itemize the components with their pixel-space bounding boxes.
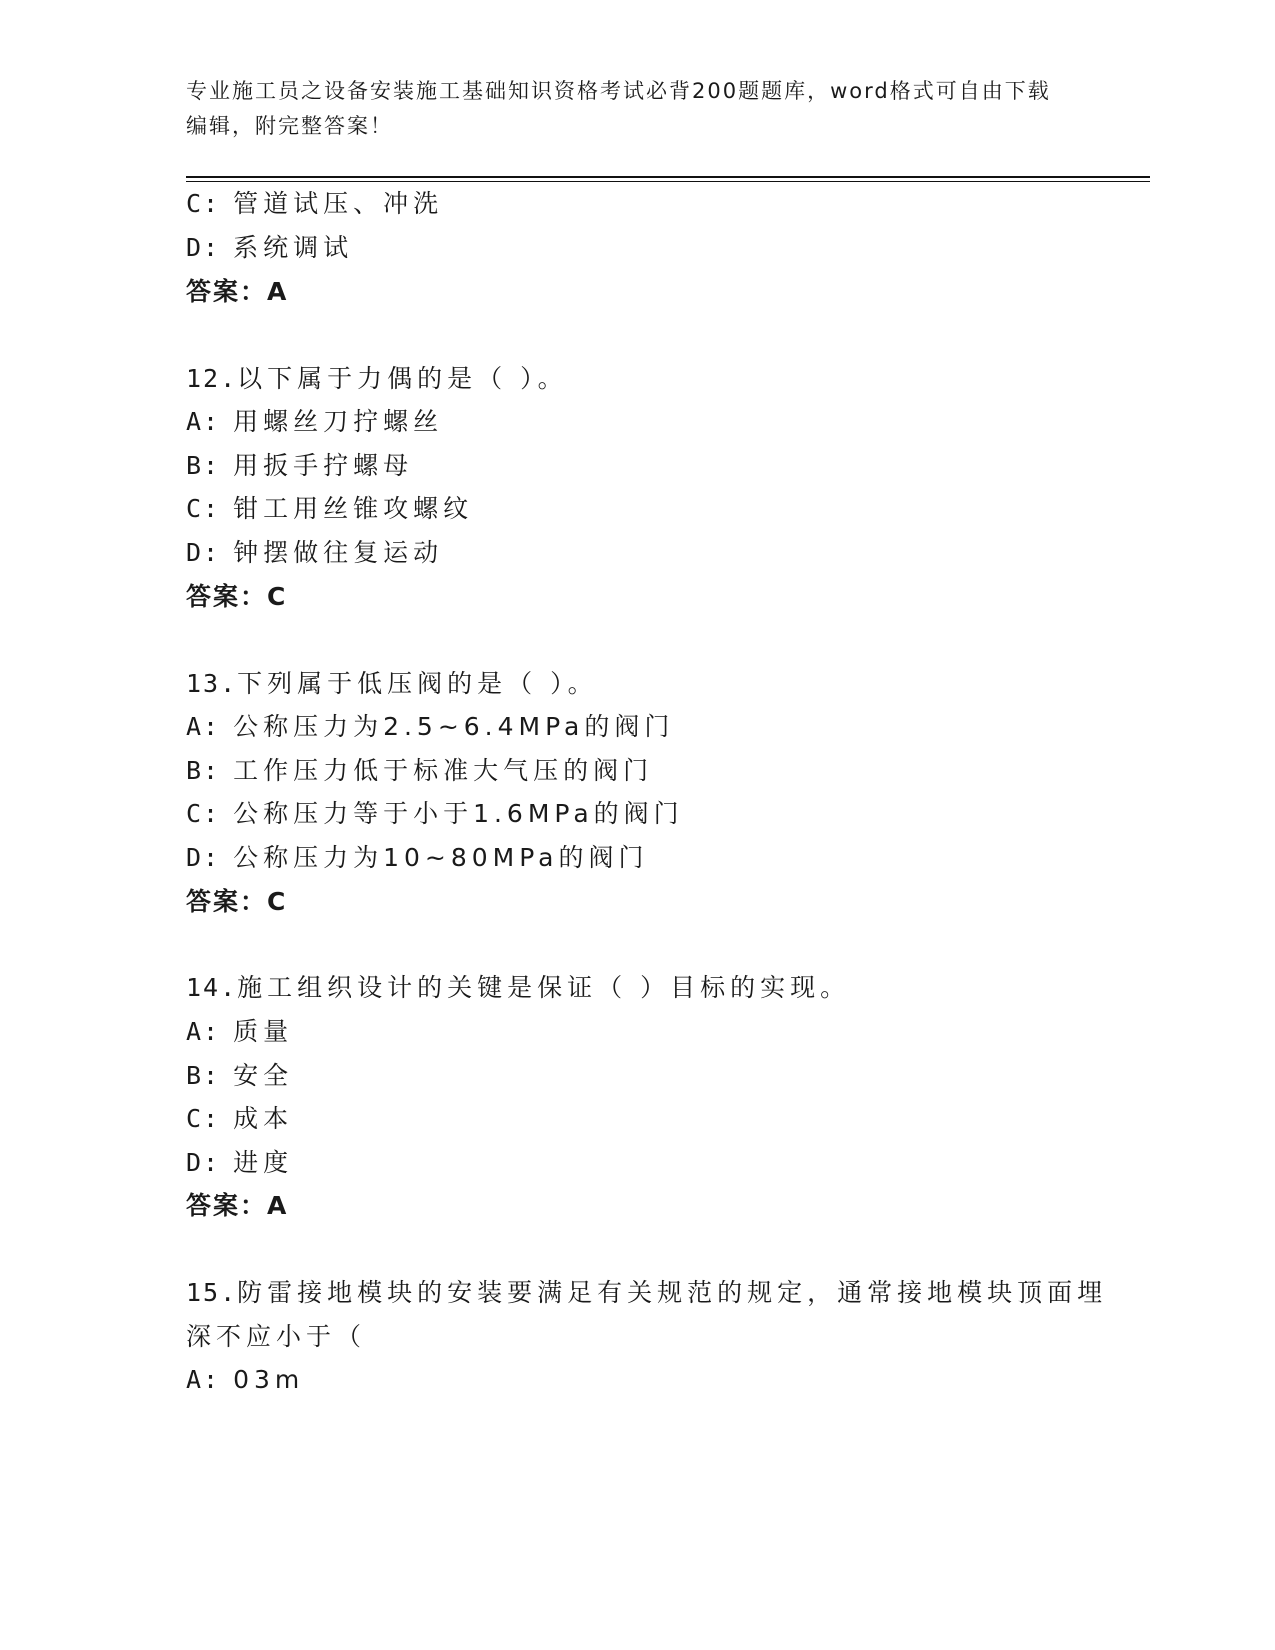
q12-option-d: D: 钟摆做往复运动 xyxy=(186,538,444,567)
q12-stem: 12.以下属于力偶的是（ ）。 xyxy=(186,364,568,393)
q15-option-a: A: 03m xyxy=(186,1365,305,1394)
q13-answer: 答案：C xyxy=(186,887,288,916)
q15-stem-line2: 深不应小于（ xyxy=(186,1322,367,1351)
document-header: 专业施工员之设备安装施工基础知识资格考试必背200题题库，word格式可自由下载编辑，附完整答案！ xyxy=(186,79,1051,138)
q13-option-d: D: 公称压力为10~80MPa的阀门 xyxy=(186,843,649,872)
q13-option-b: B: 工作压力低于标准大气压的阀门 xyxy=(186,756,654,785)
q14-option-a: A: 质量 xyxy=(186,1017,294,1046)
q12-answer: 答案：C xyxy=(186,582,288,611)
q12-option-b: B: 用扳手拧螺母 xyxy=(186,451,414,480)
q15-stem-line1: 15.防雷接地模块的安装要满足有关规范的规定，通常接地模块顶面埋 xyxy=(186,1278,1108,1307)
q13-option-a: A: 公称压力为2.5~6.4MPa的阀门 xyxy=(186,712,675,741)
q14-answer: 答案：A xyxy=(186,1191,289,1220)
q13-stem: 13.下列属于低压阀的是（ ）。 xyxy=(186,669,598,698)
header-divider xyxy=(186,176,1150,178)
q14-stem: 14.施工组织设计的关键是保证（ ）目标的实现。 xyxy=(186,973,851,1002)
q11-answer: 答案：A xyxy=(186,277,289,306)
q12-option-c: C: 钳工用丝锥攻螺纹 xyxy=(186,494,474,523)
q14-option-b: B: 安全 xyxy=(186,1061,294,1090)
q12-option-a: A: 用螺丝刀拧螺丝 xyxy=(186,407,444,436)
q14-option-c: C: 成本 xyxy=(186,1104,294,1133)
q13-option-c: C: 公称压力等于小于1.6MPa的阀门 xyxy=(186,799,684,828)
q11-option-d: D: 系统调试 xyxy=(186,233,354,262)
q11-option-c: C: 管道试压、冲洗 xyxy=(186,189,444,218)
q14-option-d: D: 进度 xyxy=(186,1148,294,1177)
header-divider-thin xyxy=(186,181,1150,182)
